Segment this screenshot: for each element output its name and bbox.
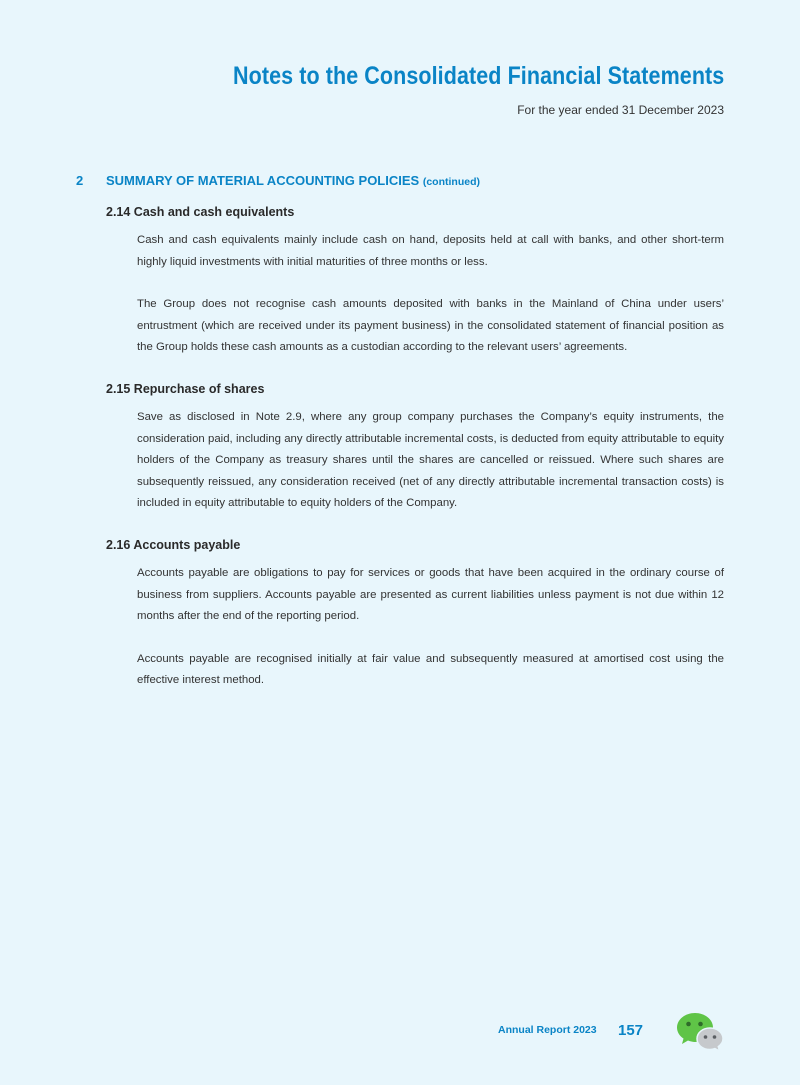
page-subtitle: For the year ended 31 December 2023 — [517, 103, 724, 117]
section-heading — [76, 173, 480, 188]
subsection-heading: 2.16 Accounts payable — [106, 537, 241, 552]
wechat-grey-bubble — [697, 1028, 723, 1051]
section-number: 2 — [76, 173, 84, 188]
subsection-repurchase-of-shares — [106, 382, 724, 515]
subsection-heading: 2.15 Repurchase of shares — [106, 381, 265, 396]
paragraph: Accounts payable are recognised initially at fair value and subsequently measured at amortised cost using the effective interest method. — [137, 652, 724, 687]
wechat-icon — [674, 1010, 726, 1052]
paragraph: Accounts payable are obligations to pay for services or goods that have been acquired in the ordinary course of business from suppliers. Accounts payable are presented as current liabilities unless payment is not due within 12 months after the end of the reporting period. — [137, 566, 724, 623]
paragraph: Save as disclosed in Note 2.9, where any group company purchases the Company’s equity instruments, the consideration paid, including any directly attributable incremental costs, is deducted from equity attributable to equity holders of the Company as treasury shares until the shares are cancelled or reissued. Where such shares are subsequently reissued, any consideration received (net of any directly attributable incremental transaction costs) is included in equity attributable to equity holders of the Company. — [137, 410, 724, 510]
page-number: 157 — [618, 1022, 644, 1039]
notes-content — [106, 205, 724, 715]
section-title: SUMMARY OF MATERIAL ACCOUNTING POLICIES — [106, 173, 420, 188]
section-continued-label: (continued) — [422, 176, 480, 188]
page-title: Notes to the Consolidated Financial Statements — [232, 62, 724, 90]
report-label: Annual Report 2023 — [498, 1024, 597, 1036]
paragraph: Cash and cash equivalents mainly include cash on hand, deposits held at call with banks, and other short-term highly liquid investments with initial maturities of three months or less. — [137, 234, 724, 268]
paragraph: The Group does not recognise cash amounts deposited with banks in the Mainland of China under users’ entrustment (which are received under its payment business) in the consolidated statement of financial position as the Group holds these cash amounts as a custodian according to the relevant users’ agreements. — [137, 298, 724, 354]
subsection-cash-equivalents — [106, 205, 724, 359]
subsection-heading: 2.14 Cash and cash equivalents — [106, 205, 295, 219]
subsection-accounts-payable — [106, 538, 724, 692]
